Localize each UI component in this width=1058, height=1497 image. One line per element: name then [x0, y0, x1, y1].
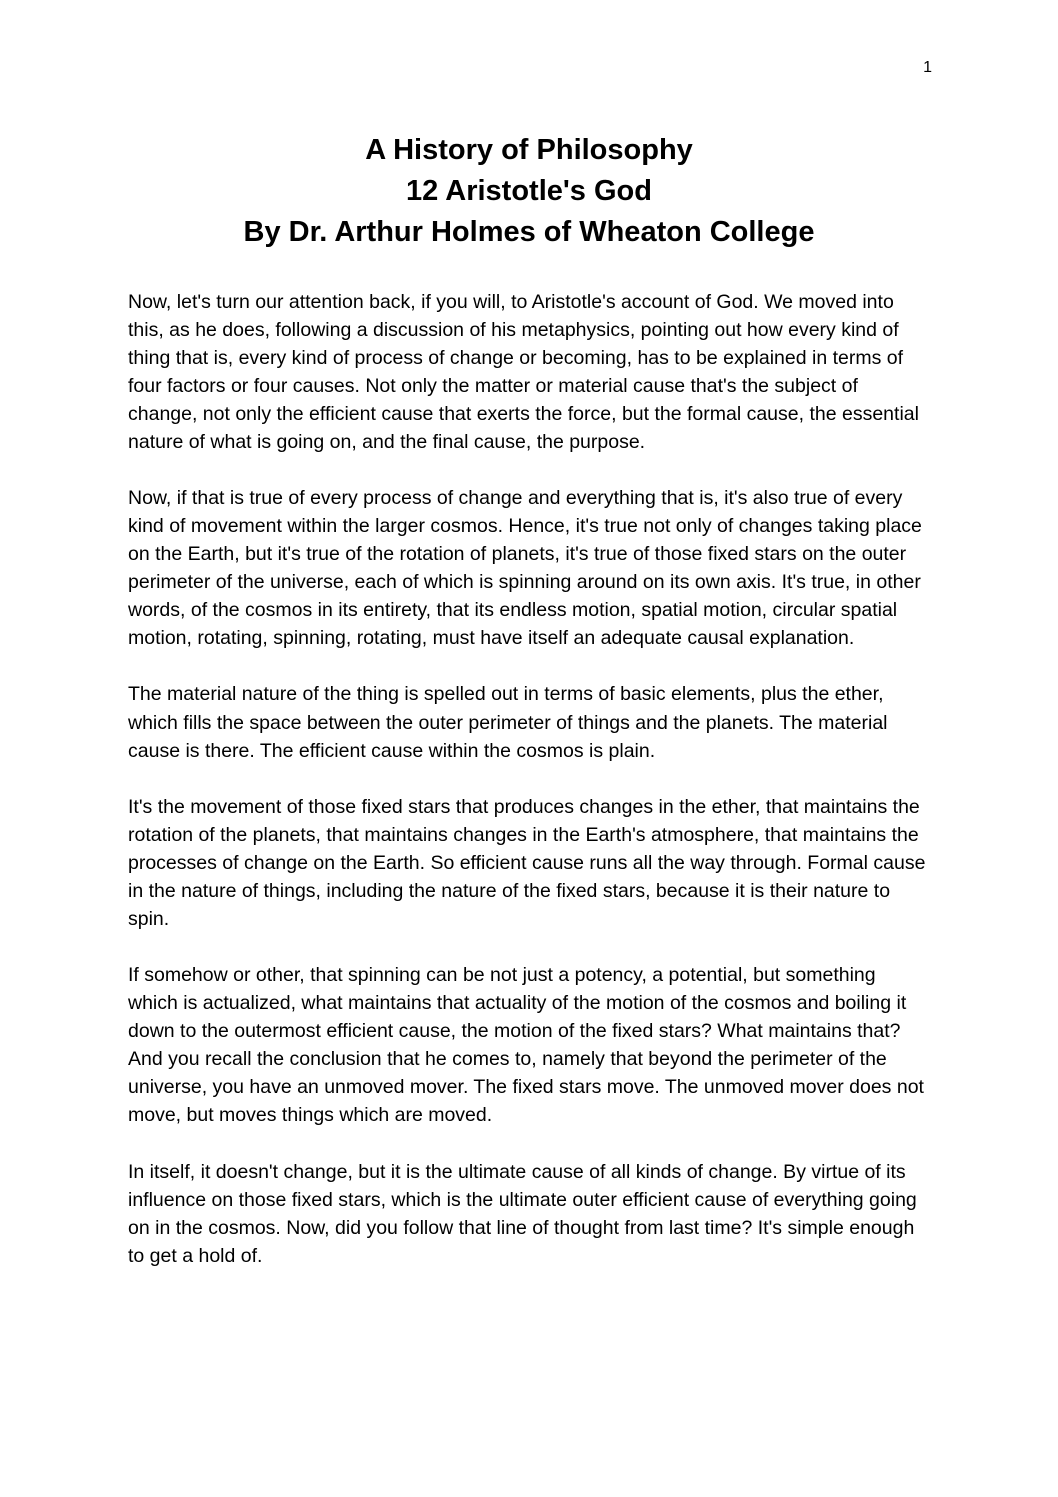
title-line-3: By Dr. Arthur Holmes of Wheaton College	[243, 216, 815, 249]
page-number: 1	[923, 59, 932, 76]
paragraph: In itself, it doesn't change, but it is the ultimate cause of all kinds of change. By virtue of its influence on those fixed stars, which is the ultimate outer efficient cause of everything going on in the cosmos. Now, did you follow that line of thought from last time? It's simple enough to get a hold of.	[128, 1160, 917, 1267]
paragraph: Now, let's turn our attention back, if you will, to Aristotle's account of God. We moved into this, as he does, following a discussion of his metaphysics, pointing out how every kind of thing that is, every kind of process of change or becoming, has to be explained in terms of four factors or four causes. Not only the matter or material cause that's the subject of change, not only the efficient cause that exerts the force, but the formal cause, the essential nature of what is going on, and the final cause, the purpose.	[128, 290, 919, 453]
title-line-2: 12 Aristotle's God	[406, 175, 652, 208]
paragraph: The material nature of the thing is spelled out in terms of basic elements, plus the ether, which fills the space between the outer perimeter of things and the planets. The material cause is there. The efficient cause within the cosmos is plain.	[128, 683, 888, 762]
document-title	[128, 130, 930, 254]
paragraph: If somehow or other, that spinning can be not just a potency, a potential, but something which is actualized, what maintains that actuality of the motion of the cosmos and boiling it down to the outermost efficient cause, the motion of the fixed stars? What maintains that? And you recall the conclusion that he comes to, namely that beyond the perimeter of the universe, you have an unmoved mover. The fixed stars move. The unmoved mover does not move, but moves things which are moved.	[128, 964, 924, 1127]
paragraph: Now, if that is true of every process of change and everything that is, it's also true of every kind of movement within the larger cosmos. Hence, it's true not only of changes taking place on the Earth, but it's true of the rotation of planets, it's true of those fixed stars on the outer perimeter of the universe, each of which is spinning around on its own axis. It's true, in other words, of the cosmos in its entirety, that its endless motion, spatial motion, circular spatial motion, rotating, spinning, rotating, must have itself an adequate causal explanation.	[128, 486, 922, 650]
title-line-1: A History of Philosophy	[365, 134, 693, 166]
paragraph: It's the movement of those fixed stars that produces changes in the ether, that maintains the rotation of the planets, that maintains changes in the Earth's atmosphere, that maintains the processes of change on the Earth. So efficient cause runs all the way through. Formal cause in the nature of things, including the nature of the fixed stars, because it is their nature to spin.	[128, 795, 926, 930]
document-body	[128, 288, 930, 1270]
